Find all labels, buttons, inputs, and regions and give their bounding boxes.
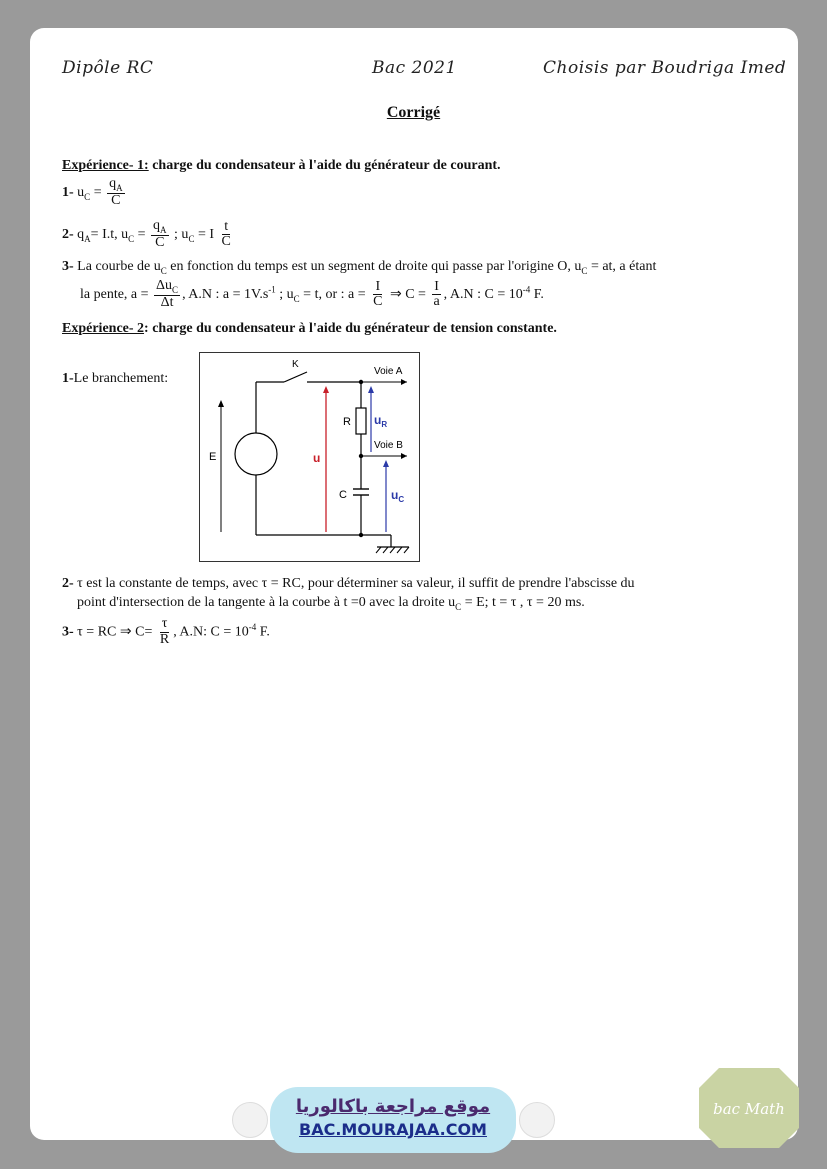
header-center: Bac 2021 <box>372 58 457 78</box>
fraction: $\frac{I}{a}$ <box>433 278 440 310</box>
exp2-heading: Expérience- 2: charge du condensateur à l'aide du générateur de tension constante. <box>62 321 557 336</box>
fraction: $\frac{q_A}{C}$ <box>109 176 123 209</box>
rc-circuit-diagram <box>199 352 420 562</box>
switch-label: K <box>292 359 299 370</box>
uc-label: $u_C$ <box>391 488 405 504</box>
fraction: $\frac{\Delta u_C}{\Delta t}$ <box>156 278 179 311</box>
site-logo-icon <box>519 1102 555 1138</box>
footer-url-link[interactable]: BAC.MOURAJAA.COM <box>299 1120 487 1139</box>
site-logo-icon <box>232 1102 268 1138</box>
fraction: $\frac{q_A}{C}$ <box>153 218 167 251</box>
answer-2-tau-line1: 2- τ est la constante de temps, avec τ = RC, pour déterminer sa valeur, il suffit de prendre l'abscisse du <box>62 576 635 591</box>
fraction: $\frac{\tau}{R}$ <box>159 616 170 647</box>
answer-3-line1: 3- La courbe de $u_C$ en fonction du temps est un segment de droite qui passe par l'origine O, $u_C$ = at, a étant <box>62 259 657 276</box>
footer-arabic-text: موقع مراجعة باكالوريا <box>295 1096 491 1117</box>
header-left: Dipôle RC <box>62 58 154 78</box>
footer-banner[interactable] <box>270 1087 516 1153</box>
answer-3-line2: la pente, a = $\frac{\Delta u_C}{\Delta t}$ , A.N : $a = 1V.s^{-1}$ ; $u_C = t$, or : a = $\frac{I}{C}$ ⇒ C = $\frac{I}{a}$ , A.N : $C = 10^{-4}$ F. <box>80 278 544 311</box>
exp1-heading: Expérience- 1: charge du condensateur à l'aide du générateur de courant. <box>62 158 501 173</box>
voie-a-label: Voie A <box>374 366 403 377</box>
junction-dot <box>359 533 363 537</box>
branchement-label: 1-Le branchement: <box>62 371 169 386</box>
answer-2-tau-line2: point d'intersection de la tangente à la courbe à t =0 avec la droite $u_C = E$; t = τ , τ = 20 ms. <box>77 595 585 612</box>
ur-label: $u_R$ <box>374 413 388 429</box>
badge-text: bac Math <box>713 1100 785 1118</box>
bac-math-badge <box>697 1066 801 1150</box>
c-label: C <box>339 489 347 501</box>
voie-b-label: Voie B <box>374 440 403 451</box>
u-label: u <box>313 451 321 465</box>
page-title: Corrigé <box>386 104 441 121</box>
header-right: Choisis par Boudriga Imed <box>543 58 787 78</box>
fraction: $\frac{t}{C}$ <box>221 218 231 250</box>
answer-3-capacitance: 3- τ = RC ⇒ C= $\frac{\tau}{R}$ , A.N: $C = 10^{-4}$ F. <box>62 616 270 647</box>
generator-symbol <box>235 433 277 475</box>
answer-2: 2- $q_A= I.t$, $u_C$ = $\frac{q_A}{C}$ ; $u_C = I$ $\frac{t}{C}$ <box>62 218 231 251</box>
resistor-r <box>356 408 366 434</box>
r-label: R <box>343 416 351 428</box>
fraction: $\frac{I}{C}$ <box>373 278 383 310</box>
e-label: E <box>209 451 217 463</box>
answer-1: 1- $u_C$ = $\frac{q_A}{C}$ <box>62 176 123 209</box>
